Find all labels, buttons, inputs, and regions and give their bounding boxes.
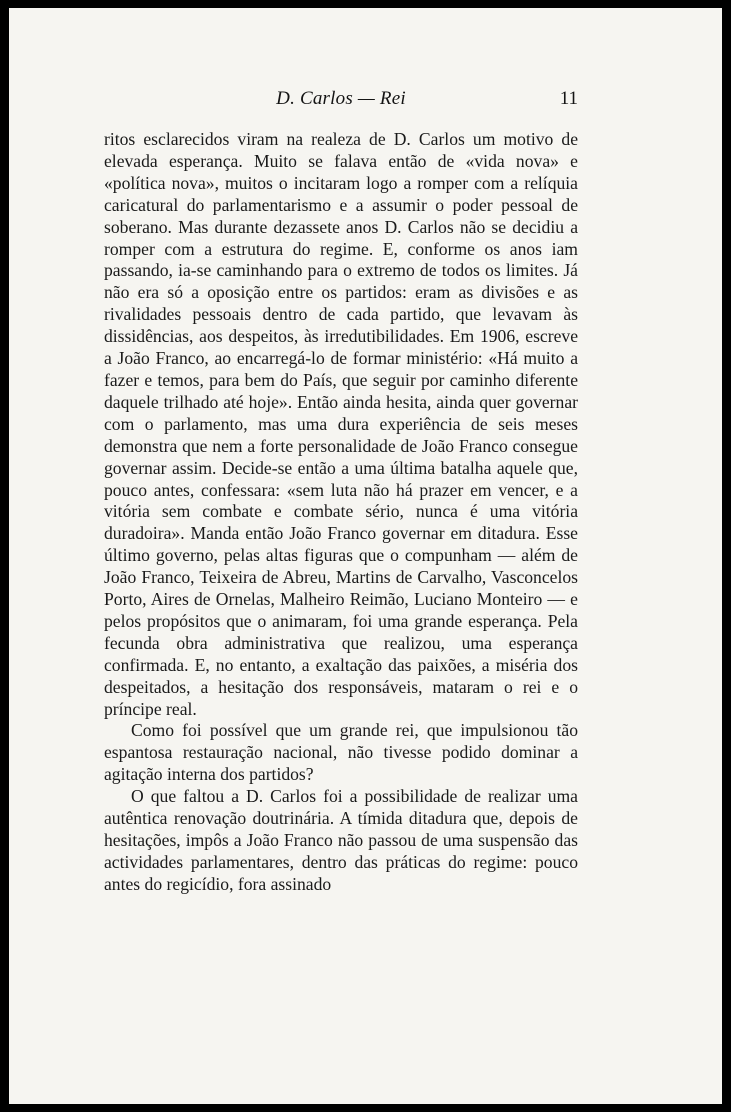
paragraph-2: Como foi possível que um grande rei, que impulsionou tão espantosa restauração nacional, não tivesse podido dominar a agitação interna dos partidos? [104, 720, 578, 785]
paragraph-3: O que faltou a D. Carlos foi a possibilidade de realizar uma autêntica renovação doutrinária. A tímida ditadura que, depois de hesitações, impôs a João Franco não passou de uma suspensão das actividades parlamentares, dentro das práticas do regime: pouco antes do regicídio, fora assinado [104, 786, 578, 894]
body-text [104, 129, 578, 896]
running-title: D. Carlos — Rei [276, 88, 406, 109]
book-page [9, 8, 722, 1104]
page-number: 11 [559, 88, 578, 109]
paragraph-1: ritos esclarecidos viram na realeza de D. Carlos um motivo de elevada esperança. Muito se falava então de «vida nova» e «política nova», muitos o incitaram logo a romper com a relíquia caricatural do parlamentarismo e a assumir o poder pessoal de soberano. Mas durante dezassete anos D. Carlos não se decidiu a romper com a estrutura do regime. E, conforme os anos iam passando, ia-se caminhando para o extremo de todos os limites. Já não era só a oposição entre os partidos: eram as divisões e as rivalidades pessoais dentro de cada partido, que levavam às dissidências, aos despeitos, às irredutibilidades. Em 1906, escreve a João Franco, ao encarregá-lo de formar ministério: «Há muito a fazer e temos, para bem do País, que seguir por caminho diferente daquele trilhado até hoje». Então ainda hesita, ainda quer governar com o parlamento, mas uma dura experiência de seis meses demonstra que nem a forte personalidade de João Franco consegue governar assim. Decide-se então a uma última batalha aquele que, pouco antes, confessara: «sem luta não há prazer em vencer, e a vitória sem combate e combate sério, nunca é uma vitória duradoira». Manda então João Franco governar em ditadura. Esse último governo, pelas altas figuras que o compunham — além de João Franco, Teixeira de Abreu, Martins de Carvalho, Vasconcelos Porto, Aires de Ornelas, Malheiro Reimão, Luciano Monteiro — e pelos propósitos que o animaram, foi uma grande esperança. Pela fecunda obra administrativa que realizou, uma esperança confirmada. E, no entanto, a exaltação das paixões, a miséria dos despeitados, a hesitação dos responsáveis, mataram o rei e o príncipe real. [104, 129, 578, 719]
page-header [104, 88, 578, 116]
